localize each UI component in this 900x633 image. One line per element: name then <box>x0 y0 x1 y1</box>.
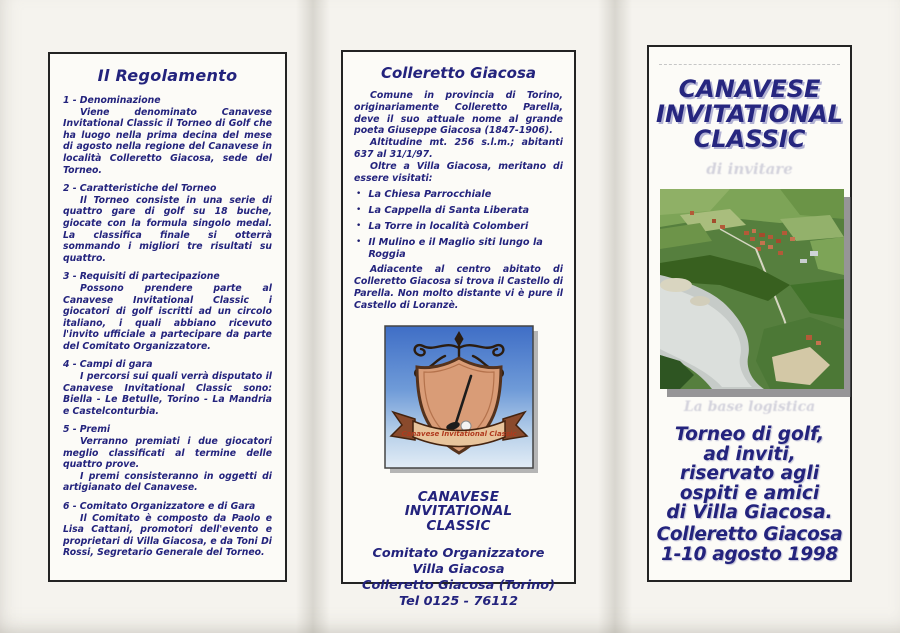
ghost-showthrough-text: La base logistica <box>683 399 816 415</box>
rule-3-body: Possono prendere parte al Canavese Invitational Classic i giocatori di golf iscritti ad un circolo italiano, i quali abbiano ricevuto l'invito ufficiale a partecipare da parte del Comitato Organizzatore. <box>63 282 272 352</box>
rule-1-body: Viene denominato Canavese Invitational Classic il Torneo di Golf che ha luogo nella prima decina del mese di agosto nella regione del Canavese in località Colleretto Giacosa, sede del Torneo. <box>63 106 272 176</box>
points-of-interest-list <box>356 189 563 260</box>
poi-label: Il Mulino e il Maglio siti lungo la Roggia <box>368 236 543 260</box>
rule-2-body: Il Torneo consiste in una serie di quattro gare di golf su 18 buche, giocate con la formula singolo medal. La classifica finale si otterrà sommando i migliori tre risultati su quattro. <box>63 194 272 264</box>
phone-number: Tel 0125 - 76112 <box>399 594 518 610</box>
town-paragraph-3: Oltre a Villa Giacosa, meritano di essere visitati: <box>354 160 563 184</box>
committee-contact-block <box>354 546 563 610</box>
rule-section-2 <box>63 183 272 264</box>
poi-label: La Torre in località Colomberi <box>368 220 529 232</box>
brand-line: INVITATIONAL <box>404 503 513 520</box>
rule-1-title: 1 - Denominazione <box>63 95 161 106</box>
town-closing-paragraph: Adiacente al centro abitato di Colleretto Giacosa si trova il Castello di Parella. Non molto distante vi è pure il Castello di Loranzè. <box>354 264 563 311</box>
tagline-line: ospiti e amici <box>679 482 820 504</box>
rule-5-title: 5 - Premi <box>63 424 111 436</box>
fold-crease-right <box>598 0 632 633</box>
brand-wordmark <box>354 490 563 534</box>
panel-colleretto-giacosa <box>341 50 576 610</box>
cover-title-line: CANAVESE <box>678 75 821 103</box>
bullet-icon: • <box>356 236 362 247</box>
committee-line: Comitato Organizzatore <box>372 546 545 562</box>
brand-line: CANAVESE <box>417 488 500 505</box>
regolamento-heading: Il Regolamento <box>97 66 238 85</box>
panel-cover <box>647 45 852 582</box>
event-date: 1-10 agosto 1998 <box>661 544 838 565</box>
list-item <box>356 221 563 233</box>
poi-label: La Chiesa Parrocchiale <box>368 189 492 201</box>
rule-4-title: 4 - Campi di gara <box>63 359 153 371</box>
rule-section-5 <box>63 424 272 494</box>
rule-6-title: 6 - Comitato Organizzatore e di Gara <box>63 501 256 512</box>
committee-line: Villa Giacosa <box>412 562 505 578</box>
list-item <box>356 237 563 261</box>
club-crest-logo <box>385 326 533 468</box>
rule-2-title: 2 - Caratteristiche del Torneo <box>63 183 217 195</box>
crest-illustration <box>385 326 533 468</box>
town-paragraph-1: Comune in provincia di Torino, originariamente Colleretto Parella, deve il suo attuale nome al grande poeta Giuseppe Giacosa (1847-1906). <box>354 90 563 137</box>
bullet-icon: • <box>356 205 362 216</box>
rule-4-body: I percorsi sui quali verrà disputato il Canavese Invitational Classic sono: Biella - Le Betulle, Torino - La Mandria e Castelconturbia. <box>63 371 272 417</box>
rule-5-body: Verranno premiati i due giocatori meglio classificati al termine delle quattro prove. <box>63 436 272 471</box>
tagline-line: di Villa Giacosa. <box>666 502 833 523</box>
bullet-icon: • <box>356 189 362 200</box>
rule-3-title: 3 - Requisiti di partecipazione <box>63 271 220 283</box>
scan-artifact-line <box>659 64 840 65</box>
aerial-photo-illustration <box>660 189 844 389</box>
list-item <box>356 189 563 201</box>
list-item <box>356 205 563 217</box>
panel-regolamento <box>48 52 287 582</box>
rule-6-body: Il Comitato è composto da Paolo e Lisa Cattani, promotori dell'evento e proprietari di Villa Giacosa, e da Toni Di Rossi, Segretario Generale del Torneo. <box>63 512 272 559</box>
tagline-line: ad inviti, <box>703 443 796 465</box>
rule-5-body-2: I premi consisteranno in oggetti di artigianato del Canavese. <box>63 470 272 494</box>
event-location-date <box>649 525 850 565</box>
rule-section-6 <box>63 501 272 559</box>
cover-title-line: INVITATIONAL <box>656 100 843 128</box>
rule-section-4 <box>63 359 272 417</box>
ghost-showthrough-text: di invitare <box>706 160 793 178</box>
tagline-line: Torneo di golf, <box>674 424 825 445</box>
cover-title <box>649 77 850 152</box>
cover-tagline <box>649 425 850 523</box>
poi-label: La Cappella di Santa Liberata <box>368 205 530 217</box>
brand-line: CLASSIC <box>426 517 491 534</box>
event-location: Colleretto Giacosa <box>656 524 843 545</box>
town-paragraph-2: Altitudine mt. 256 s.l.m.; abitanti 637 al 31/1/97. <box>354 137 563 160</box>
fold-crease-left <box>296 0 330 633</box>
cover-title-line: CLASSIC <box>693 125 806 153</box>
rule-section-1 <box>63 95 272 176</box>
tagline-line: riservato agli <box>679 463 820 484</box>
committee-line: Colleretto Giacosa (Torino) <box>362 578 555 594</box>
ribbon-text: Canavese Invitational Classic <box>400 429 517 438</box>
rule-section-3 <box>63 271 272 352</box>
aerial-photo <box>660 189 844 389</box>
town-heading: Colleretto Giacosa <box>380 64 537 82</box>
bullet-icon: • <box>356 220 362 231</box>
